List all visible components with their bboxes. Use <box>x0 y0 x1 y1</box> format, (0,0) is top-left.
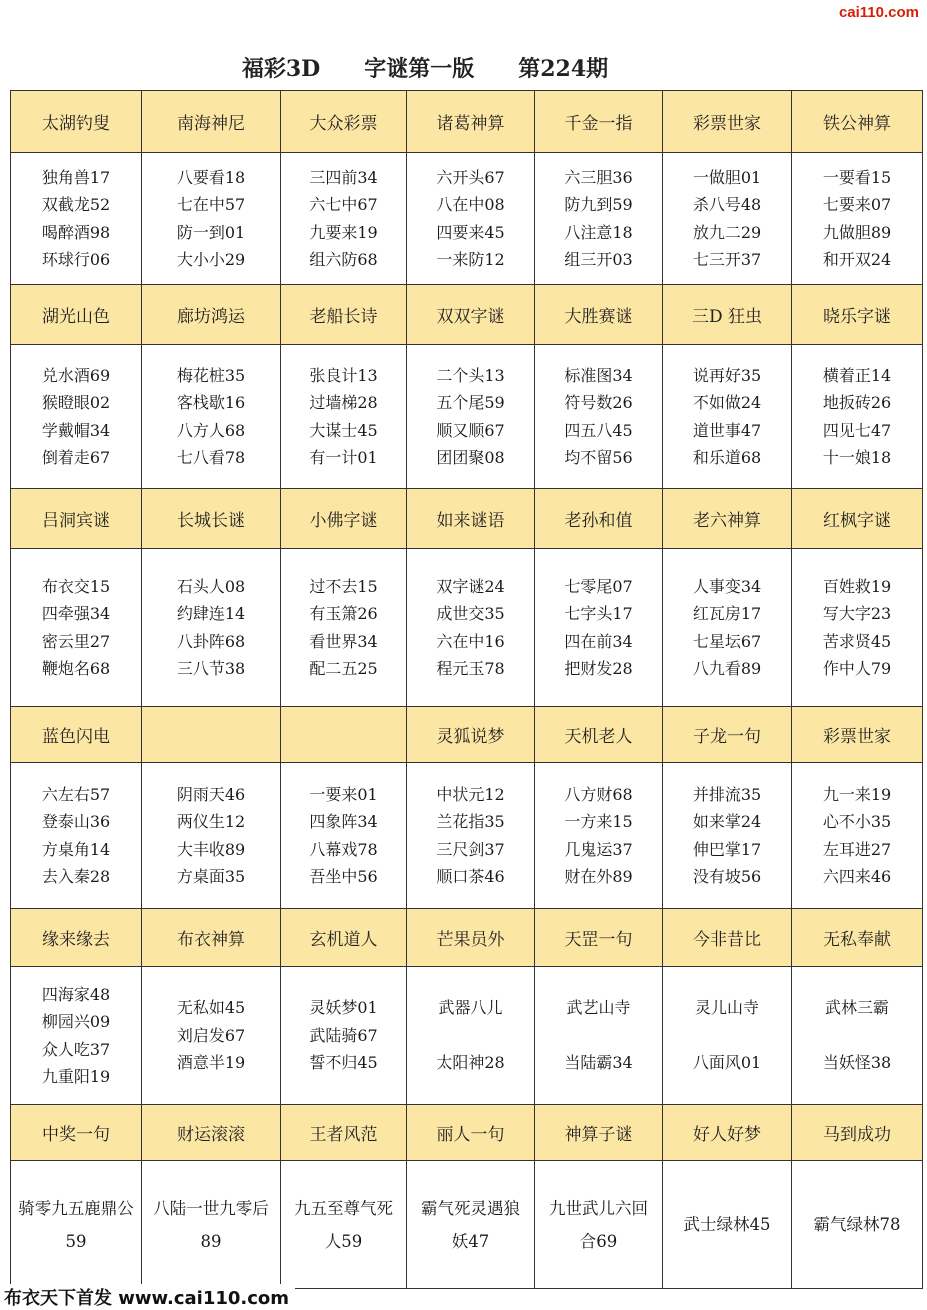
riddle-line: 四五八45 <box>564 420 633 440</box>
riddle-line: 配二五25 <box>309 659 378 678</box>
riddle-line: 无私如45 <box>176 998 246 1018</box>
riddle-line: 七八看78 <box>176 448 246 467</box>
column-header: 天机老人 <box>535 707 663 763</box>
header-row <box>11 909 923 967</box>
riddle-cell <box>11 345 142 489</box>
riddle-line: 有玉箫26 <box>309 604 378 623</box>
riddle-line: 去入秦28 <box>41 867 111 886</box>
riddle-line: 武士绿林45 <box>683 1215 771 1234</box>
site-watermark: cai110.com <box>838 4 919 21</box>
riddle-cell <box>281 967 407 1105</box>
riddle-line: 八方财68 <box>564 784 633 804</box>
riddle-cell <box>792 763 923 909</box>
riddle-line: 杀八号48 <box>692 195 762 214</box>
riddle-line: 作中人79 <box>822 659 892 678</box>
riddle-line: 有一计01 <box>309 448 378 467</box>
riddle-line: 十一娘18 <box>822 448 892 467</box>
riddle-line: 一要看15 <box>822 167 892 187</box>
column-header: 天罡一句 <box>535 909 663 967</box>
riddle-cell <box>663 153 792 285</box>
riddle-line: 大小小29 <box>176 250 246 269</box>
riddle-line: 张良计13 <box>309 365 378 385</box>
column-header: 无私奉献 <box>792 909 923 967</box>
riddle-cell <box>535 967 663 1105</box>
riddle-line: 梅花桩35 <box>176 365 246 385</box>
column-header: 好人好梦 <box>663 1105 792 1161</box>
riddle-line: 财在外89 <box>564 867 633 886</box>
riddle-line: 横着正14 <box>822 365 892 385</box>
riddle-line: 标准图34 <box>564 365 633 385</box>
riddle-line: 九世武儿六回合69 <box>549 1198 648 1251</box>
riddle-line: 红瓦房17 <box>692 604 762 623</box>
column-header: 湖光山色 <box>11 285 142 345</box>
riddle-line: 骑零九五鹿鼎公59 <box>18 1198 134 1251</box>
column-header: 神算子谜 <box>535 1105 663 1161</box>
riddle-cell <box>142 549 281 707</box>
riddle-line: 把财发28 <box>564 659 633 678</box>
riddle-line: 七零尾07 <box>564 576 633 596</box>
riddle-line: 倒着走67 <box>41 448 111 467</box>
riddle-line: 八卦阵68 <box>176 631 246 651</box>
column-header: 如来谜语 <box>407 489 535 549</box>
riddle-line: 八幕戏78 <box>309 839 378 859</box>
riddle-cell <box>11 549 142 707</box>
riddle-cell <box>142 1161 281 1289</box>
riddle-line: 说再好35 <box>692 365 762 385</box>
riddle-line: 八在中08 <box>436 195 505 214</box>
header-row <box>11 91 923 153</box>
riddle-line: 苦求贤45 <box>822 631 892 651</box>
riddle-line: 六在中16 <box>436 631 505 651</box>
riddle-cell <box>535 153 663 285</box>
riddle-line: 九要来19 <box>309 222 378 242</box>
column-header: 彩票世家 <box>792 707 923 763</box>
riddle-line: 武林三霸 <box>824 998 889 1018</box>
column-header: 今非昔比 <box>663 909 792 967</box>
column-header: 蓝色闪电 <box>11 707 142 763</box>
riddle-cell <box>281 763 407 909</box>
riddle-line: 没有坡56 <box>692 867 762 886</box>
riddle-line: 约肆连14 <box>176 604 246 623</box>
riddle-line: 众人吃37 <box>41 1039 111 1059</box>
column-header: 三D 狂虫 <box>663 285 792 345</box>
riddle-line: 当陆霸34 <box>564 1053 633 1073</box>
column-header: 缘来缘去 <box>11 909 142 967</box>
header-row <box>11 1105 923 1161</box>
riddle-line: 环球行06 <box>41 250 111 269</box>
riddle-cell <box>535 1161 663 1289</box>
riddle-line: 独角兽17 <box>41 167 111 187</box>
column-header: 丽人一句 <box>407 1105 535 1161</box>
riddle-line: 九做胆89 <box>822 222 892 242</box>
riddle-cell <box>281 549 407 707</box>
riddle-line: 一做胆01 <box>692 167 762 187</box>
riddle-line: 布衣交15 <box>41 576 111 596</box>
riddle-cell <box>11 153 142 285</box>
riddle-line: 地扳砖26 <box>822 393 892 412</box>
riddle-cell <box>407 549 535 707</box>
riddle-cell <box>535 345 663 489</box>
riddle-line: 兰花指35 <box>436 812 505 831</box>
riddle-line: 方桌角14 <box>41 839 111 859</box>
riddle-line: 四见七47 <box>822 420 892 440</box>
riddle-cell <box>792 1161 923 1289</box>
riddle-line: 符号数26 <box>564 393 633 412</box>
riddle-line: 四在前34 <box>564 631 633 651</box>
riddle-table <box>10 90 923 1289</box>
riddle-line: 客栈歇16 <box>176 393 246 412</box>
riddle-line: 酒意半19 <box>176 1053 246 1073</box>
riddle-cell <box>407 967 535 1105</box>
riddle-line: 两仪生12 <box>176 812 246 831</box>
riddle-line: 密云里27 <box>41 631 111 651</box>
riddle-line: 阴雨天46 <box>176 784 246 804</box>
riddle-cell <box>663 549 792 707</box>
column-header: 太湖钓叟 <box>11 91 142 153</box>
riddle-line: 七在中57 <box>176 195 246 214</box>
column-header: 诸葛神算 <box>407 91 535 153</box>
riddle-line: 防一到01 <box>176 222 246 242</box>
riddle-line: 八陆一世九零后89 <box>153 1198 269 1251</box>
riddle-line: 双截龙52 <box>41 195 111 214</box>
riddle-cell <box>407 1161 535 1289</box>
column-header: 马到成功 <box>792 1105 923 1161</box>
riddle-line: 四要来45 <box>436 222 505 242</box>
column-header: 大众彩票 <box>281 91 407 153</box>
riddle-line: 武陆骑67 <box>309 1025 378 1045</box>
riddle-line: 中状元12 <box>436 784 505 804</box>
riddle-line: 当妖怪38 <box>822 1053 892 1073</box>
riddle-line: 九重阳19 <box>41 1067 111 1086</box>
riddle-line: 放九二29 <box>692 222 762 242</box>
column-header: 南海神尼 <box>142 91 281 153</box>
column-header: 红枫字谜 <box>792 489 923 549</box>
riddle-cell <box>281 1161 407 1289</box>
riddle-line: 四海家48 <box>41 984 111 1004</box>
riddle-line: 人事变34 <box>692 576 762 596</box>
riddle-line: 道世事47 <box>692 420 762 440</box>
riddle-line: 三尺剑37 <box>436 839 505 859</box>
riddle-line: 五个尾59 <box>436 393 505 412</box>
column-header: 双双字谜 <box>407 285 535 345</box>
riddle-row <box>11 153 923 285</box>
riddle-line: 誓不归45 <box>309 1053 378 1073</box>
riddle-line: 伸巴掌17 <box>692 839 762 859</box>
column-header: 铁公神算 <box>792 91 923 153</box>
riddle-cell <box>792 549 923 707</box>
riddle-line: 一要来01 <box>309 784 378 804</box>
riddle-line: 组三开03 <box>564 250 633 269</box>
riddle-cell <box>535 763 663 909</box>
riddle-line: 霸气死灵遇狼妖47 <box>421 1198 520 1251</box>
column-header: 老六神算 <box>663 489 792 549</box>
riddle-line: 三八节38 <box>176 659 246 678</box>
riddle-row <box>11 763 923 909</box>
riddle-cell <box>535 549 663 707</box>
riddle-cell <box>11 1161 142 1289</box>
riddle-line: 八注意18 <box>564 222 633 242</box>
riddle-line: 武艺山寺 <box>566 998 631 1018</box>
riddle-line: 看世界34 <box>309 631 378 651</box>
riddle-row <box>11 1161 923 1289</box>
riddle-line: 方桌面35 <box>176 867 246 886</box>
riddle-cell <box>407 345 535 489</box>
riddle-row <box>11 549 923 707</box>
riddle-line: 八方人68 <box>176 420 246 440</box>
riddle-line: 七要来07 <box>822 195 892 214</box>
riddle-cell <box>663 763 792 909</box>
riddle-line: 石头人08 <box>176 576 246 596</box>
riddle-line: 组六防68 <box>309 250 378 269</box>
column-header: 小佛字谜 <box>281 489 407 549</box>
riddle-line: 如来掌24 <box>692 812 762 831</box>
riddle-line: 八要看18 <box>176 167 246 187</box>
riddle-line: 太阳神28 <box>436 1053 505 1073</box>
riddle-line: 和开双24 <box>822 250 892 269</box>
column-header: 子龙一句 <box>663 707 792 763</box>
riddle-line <box>663 1022 791 1050</box>
riddle-cell <box>142 153 281 285</box>
riddle-line: 程元玉78 <box>436 659 505 678</box>
riddle-line: 七字头17 <box>564 604 633 623</box>
riddle-line: 四象阵34 <box>309 812 378 831</box>
riddle-line: 左耳进27 <box>822 839 892 859</box>
riddle-cell <box>11 763 142 909</box>
column-header: 廊坊鸿运 <box>142 285 281 345</box>
riddle-cell <box>281 153 407 285</box>
riddle-line: 一方来15 <box>564 812 633 831</box>
riddle-line: 刘启发67 <box>176 1025 246 1045</box>
riddle-line: 大丰收89 <box>176 839 246 859</box>
riddle-line: 柳园兴09 <box>41 1012 111 1031</box>
riddle-line: 写大字23 <box>822 604 892 623</box>
footer-credit: 布衣天下首发 www.cai110.com <box>4 1284 295 1310</box>
column-header: 中奖一句 <box>11 1105 142 1161</box>
riddle-cell <box>663 967 792 1105</box>
riddle-line: 登泰山36 <box>41 812 111 831</box>
riddle-line: 心不小35 <box>822 812 892 831</box>
column-header: 玄机道人 <box>281 909 407 967</box>
riddle-line: 二个头13 <box>436 365 505 385</box>
riddle-line: 九五至尊气死人59 <box>294 1198 393 1251</box>
column-header: 长城长谜 <box>142 489 281 549</box>
riddle-line: 双字谜24 <box>436 576 505 596</box>
riddle-line <box>792 1022 922 1050</box>
riddle-line: 六四来46 <box>822 867 892 886</box>
column-header: 王者风范 <box>281 1105 407 1161</box>
riddle-cell <box>142 345 281 489</box>
header-row <box>11 285 923 345</box>
riddle-line <box>407 1022 534 1050</box>
riddle-line: 百姓救19 <box>822 576 892 596</box>
page-title: 福彩3D 字谜第一版 第224期 <box>241 56 609 82</box>
riddle-cell <box>407 763 535 909</box>
riddle-line: 灵妖梦01 <box>309 998 378 1018</box>
riddle-line: 四牵强34 <box>41 604 111 623</box>
riddle-line: 过墙梯28 <box>309 393 378 412</box>
riddle-line: 霸气绿林78 <box>813 1215 901 1234</box>
header-row <box>11 489 923 549</box>
riddle-line: 武器八儿 <box>438 998 503 1018</box>
riddle-cell <box>407 153 535 285</box>
riddle-line: 七星坛67 <box>692 631 762 651</box>
riddle-cell <box>792 967 923 1105</box>
column-header: 芒果员外 <box>407 909 535 967</box>
riddle-line: 顺又顺67 <box>436 420 505 440</box>
riddle-line: 喝醉酒98 <box>41 222 111 242</box>
riddle-cell <box>281 345 407 489</box>
riddle-line: 过不去15 <box>309 576 378 596</box>
column-header: 晓乐字谜 <box>792 285 923 345</box>
column-header: 灵狐说梦 <box>407 707 535 763</box>
riddle-line: 几鬼运37 <box>564 839 633 859</box>
riddle-line: 和乐道68 <box>692 448 762 467</box>
riddle-cell <box>792 345 923 489</box>
riddle-cell <box>663 1161 792 1289</box>
riddle-row <box>11 345 923 489</box>
column-header: 老孙和值 <box>535 489 663 549</box>
riddle-line: 六七中67 <box>309 195 378 214</box>
riddle-line: 均不留56 <box>564 448 633 467</box>
riddle-line: 鞭炮名68 <box>41 659 111 678</box>
riddle-line: 八九看89 <box>692 659 762 678</box>
riddle-line: 成世交35 <box>436 604 505 623</box>
riddle-line <box>535 1022 662 1050</box>
riddle-cell <box>142 967 281 1105</box>
riddle-line: 灵儿山寺 <box>694 998 759 1018</box>
column-header: 布衣神算 <box>142 909 281 967</box>
riddle-line: 九一来19 <box>822 784 892 804</box>
riddle-line: 不如做24 <box>692 393 762 412</box>
riddle-line: 猴瞪眼02 <box>41 393 111 412</box>
riddle-line: 吾坐中56 <box>309 867 378 886</box>
riddle-line: 六三胆36 <box>564 167 633 187</box>
column-header <box>281 707 407 763</box>
riddle-line: 六开头67 <box>436 167 505 187</box>
column-header: 大胜赛谜 <box>535 285 663 345</box>
riddle-line: 七三开37 <box>692 250 762 269</box>
column-header: 财运滚滚 <box>142 1105 281 1161</box>
column-header: 老船长诗 <box>281 285 407 345</box>
riddle-line: 团团聚08 <box>436 448 505 467</box>
column-header: 彩票世家 <box>663 91 792 153</box>
riddle-cell <box>663 345 792 489</box>
riddle-line: 六左右57 <box>41 784 111 804</box>
riddle-line: 一来防12 <box>436 250 505 269</box>
riddle-cell <box>792 153 923 285</box>
riddle-line: 防九到59 <box>564 195 633 214</box>
riddle-line: 顺口茶46 <box>436 867 505 886</box>
riddle-row <box>11 967 923 1105</box>
riddle-line: 兑水酒69 <box>41 365 111 385</box>
riddle-line: 八面风01 <box>692 1053 762 1073</box>
riddle-cell <box>142 763 281 909</box>
riddle-line: 学戴帽34 <box>41 420 111 440</box>
column-header: 吕洞宾谜 <box>11 489 142 549</box>
riddle-cell <box>11 967 142 1105</box>
column-header: 千金一指 <box>535 91 663 153</box>
header-row <box>11 707 923 763</box>
riddle-line: 并排流35 <box>692 784 762 804</box>
riddle-line: 大谋士45 <box>309 420 378 440</box>
riddle-line: 三四前34 <box>309 167 378 187</box>
column-header <box>142 707 281 763</box>
